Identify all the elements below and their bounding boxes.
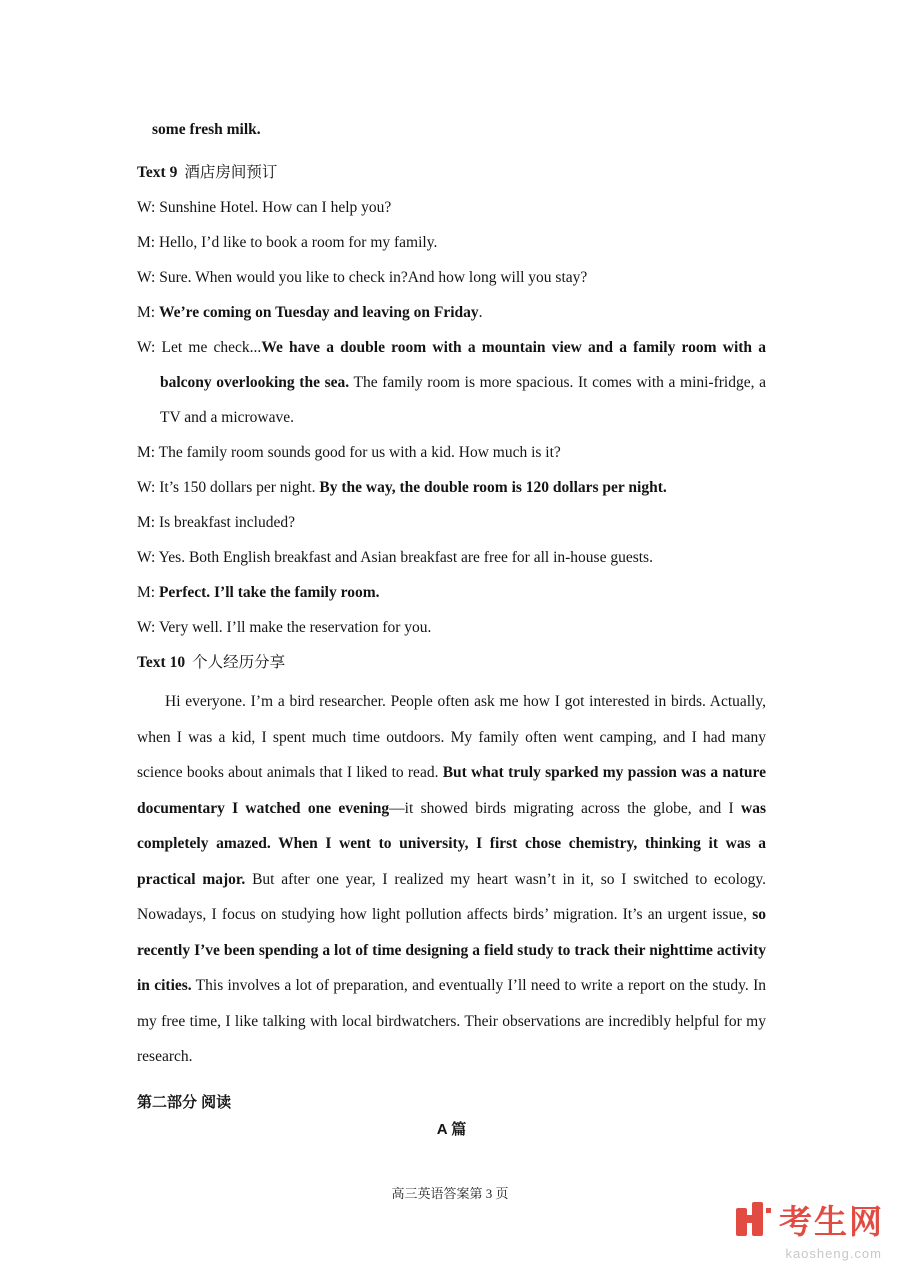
bold-text: But what truly sparked my passion was a nature documentary I watched one evening: [137, 764, 766, 817]
plain-text: W: Very well. I’ll make the reservation for you.: [137, 619, 432, 636]
text10-heading: [137, 645, 766, 680]
page-footer: 高三英语答案第 3 页: [391, 1186, 509, 1201]
plain-text: W: Sure. When would you like to check in?And how long will you stay?: [137, 269, 588, 286]
plain-text: W: It’s 150 dollars per night.: [137, 479, 320, 496]
dialogue-line: [137, 610, 766, 645]
site-watermark: [704, 1199, 884, 1261]
bold-text: so recently I’ve been spending a lot of time designing a field study to track their nighttime activity in cities.: [137, 906, 766, 994]
plain-text: —it showed birds migrating across the globe, and I: [389, 799, 742, 817]
plain-text: .: [478, 304, 483, 321]
text9-title: 酒店房间预订: [184, 164, 278, 181]
dialogue-line: [137, 540, 766, 575]
text10-paragraph: [137, 684, 766, 1075]
plain-text: But after one year, I realized my heart wasn’t in it, so I switched to ecology. Nowadays, I focus on studying how light pollution affects birds’ migration. It’s an urgent issue,: [137, 870, 766, 923]
dialogue-line: [137, 330, 766, 435]
document-content: [137, 112, 766, 1142]
dialogue-line: [137, 435, 766, 470]
text9-dialogue: [137, 190, 766, 645]
plain-text: Hi everyone. I’m a bird researcher. People often ask me how I got interested in birds. Actually, when I was a kid, I spent much time outdoors. My family often went camping, and I had many science books about animals that I liked to read.: [137, 693, 766, 781]
plain-text: M:: [137, 304, 159, 321]
watermark-site-name: 考生网: [779, 1203, 884, 1240]
bold-text: We have a double room with a mountain view and a family room with a balcony overlooking the sea.: [160, 339, 766, 391]
plain-text: The family room is more spacious. It comes with a mini-fridge, a TV and a microwave.: [160, 374, 766, 426]
kaosheng-logo-icon: [733, 1199, 773, 1244]
text9-label: Text 9: [137, 164, 178, 181]
bold-text: Perfect. I’ll take the family room.: [158, 584, 380, 601]
dialogue-line: [137, 470, 766, 505]
dialogue-line: [137, 575, 766, 610]
bold-text: was completely amazed. When I went to university, I first chose chemistry, thinking it was a practical major.: [137, 799, 766, 888]
plain-text: W: Sunshine Hotel. How can I help you?: [137, 199, 392, 216]
dialogue-line: [137, 505, 766, 540]
dialogue-line: [137, 190, 766, 225]
dialogue-line: [137, 295, 766, 330]
text9-heading: [137, 155, 766, 190]
plain-text: M: Hello, I’d like to book a room for my family.: [137, 234, 438, 251]
text10-title: 个人经历分享: [192, 654, 286, 671]
dialogue-line: [137, 260, 766, 295]
plain-text: W: Let me check...: [137, 339, 262, 356]
plain-text: M: Is breakfast included?: [137, 514, 295, 531]
carryover-line: some fresh milk.: [152, 121, 261, 138]
plain-text: M:: [137, 584, 159, 601]
plain-text: W: Yes. Both English breakfast and Asian breakfast are free for all in-house guests.: [137, 549, 653, 566]
watermark-site-domain: kaosheng.com: [785, 1246, 882, 1261]
text10-label: Text 10: [137, 654, 186, 671]
passage-a-heading: A 篇: [436, 1120, 467, 1138]
section2-heading: 第二部分 阅读: [137, 1093, 232, 1111]
watermark-row: [704, 1199, 884, 1244]
plain-text: M: The family room sounds good for us with a kid. How much is it?: [137, 444, 561, 461]
bold-text: We’re coming on Tuesday and leaving on Friday: [158, 304, 479, 321]
bold-text: By the way, the double room is 120 dollars per night.: [319, 479, 667, 496]
plain-text: This involves a lot of preparation, and eventually I’ll need to write a report on the study. In my free time, I like talking with local birdwatchers. Their observations are incredibly helpful for my research.: [137, 977, 766, 1065]
dialogue-line: [137, 225, 766, 260]
